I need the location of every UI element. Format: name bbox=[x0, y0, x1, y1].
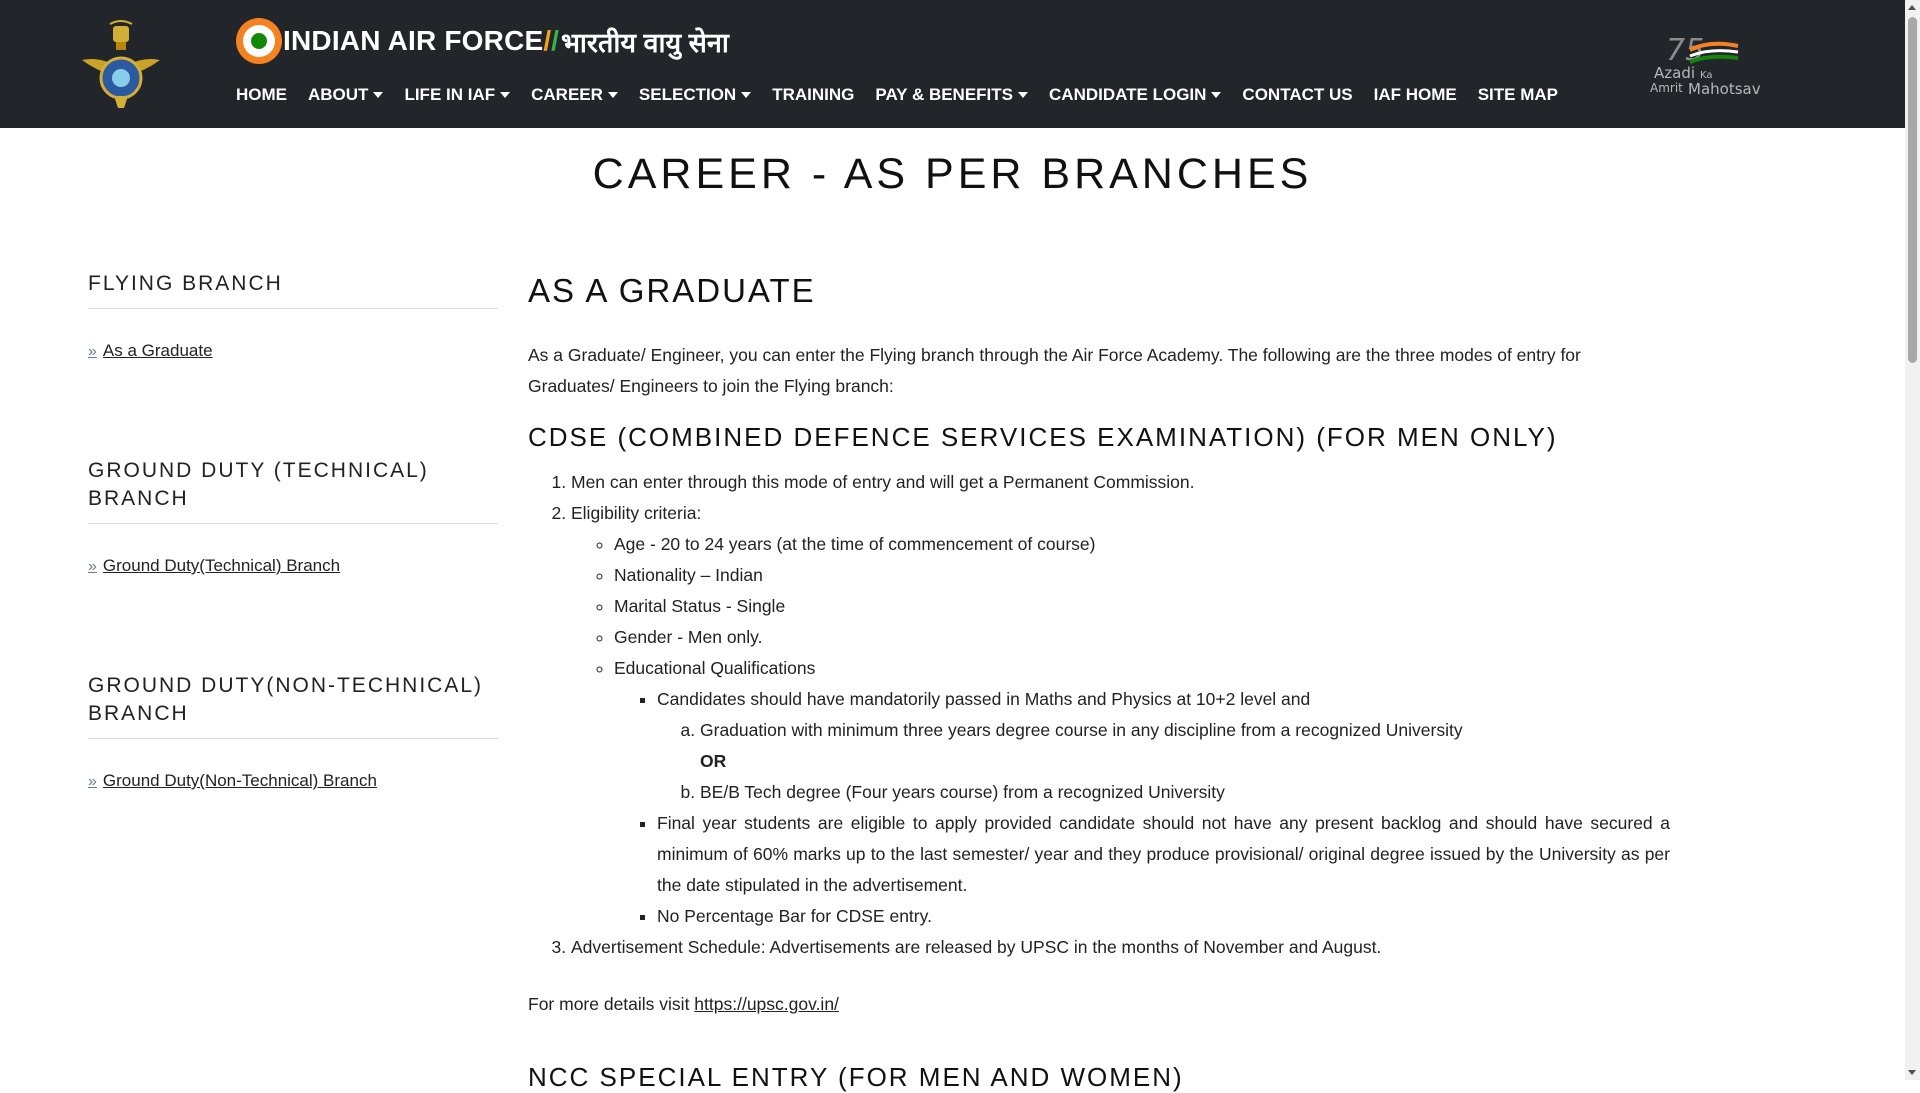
list-item: ◦ Marital Status - Single bbox=[614, 591, 1670, 622]
list-item: ▪ No Percentage Bar for CDSE entry. bbox=[657, 901, 1670, 932]
caret-down-icon bbox=[373, 92, 383, 98]
intro-paragraph: As a Graduate/ Engineer, you can enter the Flying branch through the Air Force Academy. The following are the three modes of entry for Graduates/ Engineers to join the Flying branch: bbox=[528, 345, 1581, 396]
sidebar-link-label: Ground Duty(Non-Technical) Branch bbox=[102, 771, 377, 790]
nav-label: PAY & BENEFITS bbox=[875, 85, 1014, 104]
list-item: ▪ Final year students are eligible to apply provided candidate should not have any present backlog and should have secured a minimum of 60% marks up to the last semester/ year and they produce provisional/ original degree issued by the University as per the date stipulated in the advertisement. bbox=[657, 808, 1670, 901]
nav-about[interactable] bbox=[308, 85, 383, 105]
main-content bbox=[528, 272, 1670, 1093]
nav-label: CANDIDATE LOGIN bbox=[1049, 85, 1207, 104]
caret-down-icon bbox=[1211, 92, 1221, 98]
brand-name-hindi: भारतीय वायु सेना bbox=[560, 27, 729, 58]
page-scrollbar[interactable] bbox=[1905, 0, 1920, 1080]
list-item: ◦ Gender - Men only. bbox=[614, 622, 1670, 653]
list-item: ◦ Nationality – Indian bbox=[614, 560, 1670, 591]
nav-label: CONTACT US bbox=[1242, 85, 1353, 104]
nav-candidate-login[interactable] bbox=[1049, 85, 1221, 105]
nav-pay-benefits[interactable] bbox=[875, 85, 1028, 105]
nav-label: CAREER bbox=[531, 85, 603, 104]
svg-text:Mahotsav: Mahotsav bbox=[1688, 80, 1761, 98]
list-item: 2. Eligibility criteria: ◦ Age - 20 to 24 years (at the time of commencement of course) ◦ Nationality – Indian ◦ Marital Status - Single ◦ Gender - Men only. ◦ Educational Qualifications ▪ Candidates should have mandatorily passed in Maths and Physics at 10+2 level and a. Graduation with minimum three years degree course in any discipline from a recognized University OR b. BE/B Tech degree (Four years course) from a recognized University ▪ Final year students are eligible to apply provided candidate should not have any present backlog and should have secured a minimum of 60% marks up to the last semester/ year and they produce provisional/ original degree issued by the University as per the date stipulated in the advertisement. ▪ No Percentage Bar for CDSE entry. bbox=[571, 498, 1670, 932]
criteria-list bbox=[571, 529, 1670, 932]
site-brand[interactable] bbox=[236, 16, 729, 66]
nav-label: ABOUT bbox=[308, 85, 369, 104]
page-title: CAREER - AS PER BRANCHES bbox=[592, 150, 1313, 198]
sidebar-link-as-a-graduate[interactable] bbox=[88, 341, 498, 361]
double-chevron-icon: » bbox=[88, 558, 97, 575]
nav-label: TRAINING bbox=[772, 85, 855, 104]
more-details bbox=[528, 989, 1670, 1020]
iaf-roundel-icon bbox=[236, 18, 282, 64]
cdse-heading: CDSE (COMBINED DEFENCE SERVICES EXAMINATION) (FOR MEN ONLY) bbox=[528, 422, 1558, 452]
section-heading: AS A GRADUATE bbox=[528, 272, 816, 309]
svg-text:Ka: Ka bbox=[1700, 70, 1713, 81]
nav-label: LIFE IN IAF bbox=[404, 85, 496, 104]
brand-separator: / bbox=[551, 25, 559, 56]
qualification-list bbox=[614, 684, 1670, 932]
list-item: ◦ Age - 20 to 24 years (at the time of commencement of course) bbox=[614, 529, 1670, 560]
or-separator: OR bbox=[700, 751, 727, 771]
sidebar-heading: GROUND DUTY (TECHNICAL) BRANCH bbox=[88, 457, 498, 524]
sidebar-heading: FLYING BRANCH bbox=[88, 270, 498, 309]
svg-text:Azadi: Azadi bbox=[1654, 64, 1696, 82]
list-item: ▪ Candidates should have mandatorily passed in Maths and Physics at 10+2 level and a. Graduation with minimum three years degree course in any discipline from a recognized University OR b. BE/B Tech degree (Four years course) from a recognized University bbox=[657, 684, 1670, 808]
sidebar-section-flying bbox=[88, 270, 498, 361]
caret-down-icon bbox=[741, 92, 751, 98]
nav-iaf-home[interactable] bbox=[1374, 85, 1457, 105]
degree-options-list bbox=[657, 715, 1670, 808]
double-chevron-icon: » bbox=[88, 773, 97, 790]
list-item: a. Graduation with minimum three years degree course in any discipline from a recognized University OR bbox=[700, 715, 1670, 777]
upsc-link[interactable]: https://upsc.gov.in/ bbox=[694, 994, 839, 1014]
ncc-heading: NCC SPECIAL ENTRY (FOR MEN AND WOMEN) bbox=[528, 1062, 1184, 1092]
nav-career[interactable] bbox=[531, 85, 618, 105]
sidebar-link-label: Ground Duty(Technical) Branch bbox=[102, 556, 341, 575]
caret-down-icon bbox=[608, 92, 618, 98]
list-item: b. BE/B Tech degree (Four years course) from a recognized University bbox=[700, 777, 1670, 808]
sidebar-section-ground-duty-non-technical bbox=[88, 672, 498, 791]
list-item: 3. Advertisement Schedule: Advertisements are released by UPSC in the months of November and August. bbox=[571, 932, 1670, 963]
scrollbar-thumb[interactable] bbox=[1908, 17, 1917, 363]
nav-home[interactable] bbox=[236, 85, 287, 105]
nav-site-map[interactable] bbox=[1478, 85, 1558, 105]
nav-label: SELECTION bbox=[638, 85, 737, 104]
sidebar-link-ground-duty-non-technical[interactable] bbox=[88, 771, 498, 791]
list-item: ◦ Educational Qualifications ▪ Candidates should have mandatorily passed in Maths and Physics at 10+2 level and a. Graduation with minimum three years degree course in any discipline from a recognized University OR b. BE/B Tech degree (Four years course) from a recognized University ▪ Final year students are eligible to apply provided candidate should not have any present backlog and should have secured a minimum of 60% marks up to the last semester/ year and they produce provisional/ original degree issued by the University as per the date stipulated in the advertisement. ▪ No Percentage Bar for CDSE entry. bbox=[614, 653, 1670, 932]
brand-separator: / bbox=[543, 25, 552, 56]
branch-sidebar bbox=[88, 270, 498, 887]
azadi-ka-amrit-mahotsav-logo[interactable] bbox=[1648, 30, 1764, 100]
svg-text:75: 75 bbox=[1666, 33, 1705, 68]
scroll-up-arrow-icon[interactable] bbox=[1908, 5, 1916, 10]
sidebar-heading: GROUND DUTY(NON-TECHNICAL) BRANCH bbox=[88, 672, 498, 739]
list-item: 1. Men can enter through this mode of entry and will get a Permanent Commission. bbox=[571, 467, 1670, 498]
nav-label: IAF HOME bbox=[1373, 85, 1457, 104]
site-header bbox=[0, 0, 1905, 128]
nav-label: SITE MAP bbox=[1477, 85, 1559, 104]
caret-down-icon bbox=[1018, 92, 1028, 98]
iaf-crest-logo[interactable] bbox=[80, 20, 162, 110]
caret-down-icon bbox=[500, 92, 510, 98]
sidebar-link-ground-duty-technical[interactable] bbox=[88, 556, 498, 576]
scroll-down-arrow-icon[interactable] bbox=[1908, 1070, 1916, 1075]
nav-training[interactable] bbox=[772, 85, 854, 105]
cdse-list bbox=[528, 467, 1670, 963]
more-details-label: For more details visit bbox=[528, 994, 695, 1014]
double-chevron-icon: » bbox=[88, 343, 97, 360]
svg-text:Amrit: Amrit bbox=[1650, 81, 1683, 95]
nav-life-in-iaf[interactable] bbox=[404, 85, 510, 105]
nav-contact-us[interactable] bbox=[1242, 85, 1352, 105]
brand-name-english: INDIAN AIR FORCE bbox=[283, 25, 544, 56]
main-nav bbox=[236, 80, 1579, 110]
nav-label: HOME bbox=[236, 85, 287, 104]
nav-selection[interactable] bbox=[639, 85, 751, 105]
sidebar-section-ground-duty-technical bbox=[88, 457, 498, 576]
sidebar-link-label: As a Graduate bbox=[102, 341, 213, 360]
